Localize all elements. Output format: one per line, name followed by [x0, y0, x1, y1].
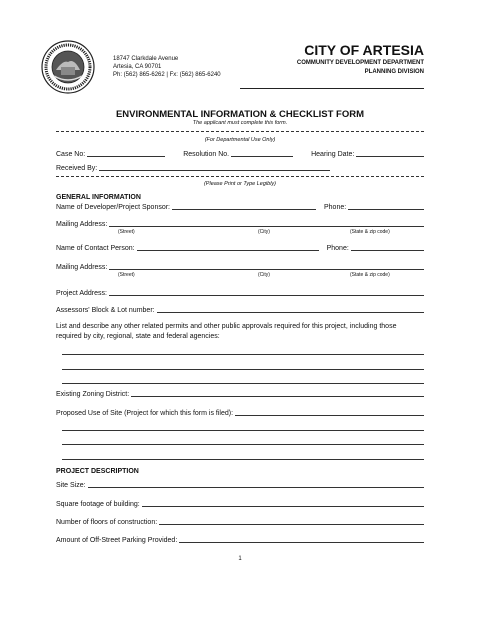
mailing2-city-hint: (City) — [258, 272, 270, 278]
case-no-label: Case No: — [56, 151, 86, 158]
header-rule — [240, 88, 424, 89]
case-no-field[interactable] — [87, 156, 165, 157]
phone2-label: Phone: — [326, 245, 349, 252]
proposed-use-line-2[interactable] — [62, 444, 424, 445]
header-dept: COMMUNITY DEVELOPMENT DEPARTMENT — [296, 60, 424, 66]
proposed-use-line-3[interactable] — [62, 459, 424, 460]
contact-field[interactable] — [137, 250, 319, 251]
header-city: CITY OF ARTESIA — [304, 42, 424, 58]
hearing-label: Hearing Date: — [311, 151, 355, 158]
proposed-use-line-1[interactable] — [62, 430, 424, 431]
header-division: PLANNING DIVISION — [364, 69, 424, 75]
general-heading: GENERAL INFORMATION — [56, 194, 141, 201]
separator-mid — [56, 176, 424, 177]
mailing2-street-hint: (Street) — [118, 272, 135, 278]
received-field[interactable] — [99, 170, 330, 171]
dept-use-note: (For Departmental Use Only) — [204, 137, 276, 143]
proposed-use-field[interactable] — [235, 415, 424, 416]
parking-field[interactable] — [179, 542, 424, 543]
print-note: (Please Print or Type Legibly) — [203, 181, 277, 187]
address-city: Artesia, CA 90701 — [113, 64, 162, 70]
phone1-label: Phone: — [324, 204, 347, 211]
permits-line-2[interactable] — [62, 369, 424, 370]
page-number: 1 — [238, 556, 242, 562]
mailing1-label: Mailing Address: — [56, 221, 108, 228]
assessor-field[interactable] — [157, 312, 424, 313]
form-subtitle: The applicant must complete this form. — [192, 120, 288, 126]
mailing2-state-hint: (State & zip code) — [350, 272, 390, 278]
floors-field[interactable] — [159, 524, 424, 525]
permits-label: List and describe any other related permits and other public approvals required for this project, including those required by city, regional, state and federal agencies: — [56, 323, 397, 340]
address-street: 18747 Clarkdale Avenue — [113, 56, 179, 62]
separator-top — [56, 131, 424, 132]
zoning-label: Existing Zoning District: — [56, 391, 130, 398]
developer-label: Name of Developer/Project Sponsor: — [56, 204, 170, 211]
assessor-label: Assessors' Block & Lot number: — [56, 307, 155, 314]
floors-label: Number of floors of construction: — [56, 519, 158, 526]
sq-footage-label: Square footage of building: — [56, 501, 140, 508]
parking-label: Amount of Off-Street Parking Provided: — [56, 537, 178, 544]
mailing2-field[interactable] — [109, 269, 424, 270]
mailing1-city-hint: (City) — [258, 229, 270, 235]
hearing-field[interactable] — [356, 156, 424, 157]
resolution-field[interactable] — [231, 156, 293, 157]
phone1-field[interactable] — [348, 209, 424, 210]
permits-line-1[interactable] — [62, 354, 424, 355]
received-label: Received By: — [56, 165, 98, 172]
proposed-use-label: Proposed Use of Site (Project for which this form is filed): — [56, 410, 234, 417]
mailing1-field[interactable] — [109, 226, 424, 227]
developer-field[interactable] — [172, 209, 316, 210]
zoning-field[interactable] — [131, 396, 424, 397]
project-address-label: Project Address: — [56, 290, 107, 297]
address-phone: Ph: (562) 865-6262 | Fx: (562) 865-6240 — [113, 72, 221, 78]
city-seal-icon — [41, 40, 95, 94]
resolution-label: Resolution No. — [183, 151, 230, 158]
project-address-field[interactable] — [109, 295, 424, 296]
mailing1-street-hint: (Street) — [118, 229, 135, 235]
mailing2-label: Mailing Address: — [56, 264, 108, 271]
phone2-field[interactable] — [351, 250, 424, 251]
site-size-label: Site Size: — [56, 482, 86, 489]
contact-label: Name of Contact Person: — [56, 245, 135, 252]
mailing1-state-hint: (State & zip code) — [350, 229, 390, 235]
site-size-field[interactable] — [88, 487, 424, 488]
form-title: ENVIRONMENTAL INFORMATION & CHECKLIST FORM — [115, 109, 365, 120]
sq-footage-field[interactable] — [142, 506, 424, 507]
permits-line-3[interactable] — [62, 383, 424, 384]
project-heading: PROJECT DESCRIPTION — [56, 468, 139, 475]
